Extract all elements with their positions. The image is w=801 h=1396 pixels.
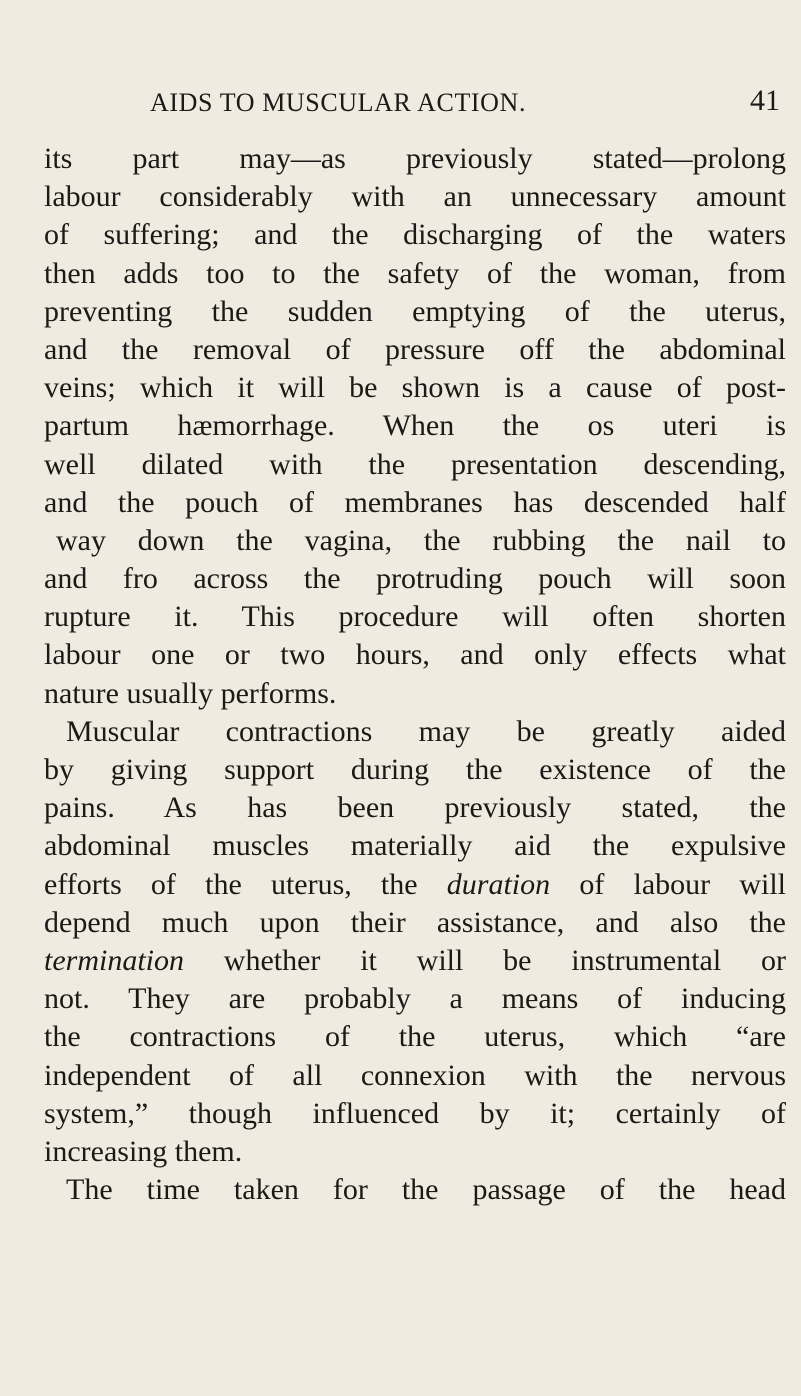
text-line: nature usually performs. [44, 676, 337, 710]
italic-word-duration: duration [446, 867, 551, 901]
text-line [44, 942, 786, 980]
text-line: The time taken for the passage of the head [66, 1173, 786, 1207]
running-head [150, 84, 780, 128]
text-line: its part may—as previously stated—prolong [44, 142, 786, 175]
text-segment: of labour will [579, 867, 786, 901]
text-line [44, 866, 786, 904]
page-number: 41 [750, 84, 780, 117]
text-line: by giving support during the existence of the [44, 753, 786, 786]
text-line: not. They are probably a means of inducing [44, 982, 786, 1016]
text-line: the contractions of the uterus, which “are [44, 1020, 786, 1054]
text-line: well dilated with the presentation descending, [44, 447, 786, 481]
text-line: depend much upon their assistance, and also the [44, 905, 786, 939]
text-line: and fro across the protruding pouch will soon [44, 562, 786, 596]
text-segment: whether it will be instrumental or [223, 943, 786, 977]
text-line: pains. As has been previously stated, the [44, 791, 786, 825]
text-line: abdominal muscles materially aid the expulsive [44, 829, 786, 863]
text-line: rupture it. This procedure will often shorten [44, 600, 786, 634]
text-line: and the pouch of membranes has descended half [44, 485, 786, 519]
text-line: of suffering; and the discharging of the waters [44, 218, 786, 252]
text-line: partum hæmorrhage. When the os uteri is [44, 409, 786, 443]
italic-word-termination: termination [44, 943, 184, 977]
text-line: way down the vagina, the rubbing the nail to [56, 523, 786, 557]
text-line: veins; which it will be shown is a cause of post- [44, 371, 786, 405]
text-segment: efforts of the uterus, the [44, 867, 418, 901]
body-text [44, 140, 786, 1209]
text-line: increasing them. [44, 1134, 243, 1168]
text-line: Muscular contractions may be greatly aided [66, 714, 786, 748]
text-line: labour considerably with an unnecessary amount [44, 180, 786, 214]
text-line: labour one or two hours, and only effects what [44, 638, 786, 672]
text-line: preventing the sudden emptying of the uterus, [44, 294, 786, 328]
text-line: then adds too to the safety of the woman, from [44, 256, 786, 290]
running-title: AIDS TO MUSCULAR ACTION. [150, 88, 527, 117]
text-line: system,” though influenced by it; certainly of [44, 1096, 786, 1130]
text-line: independent of all connexion with the nervous [44, 1058, 786, 1092]
text-line: and the removal of pressure off the abdominal [44, 332, 786, 366]
